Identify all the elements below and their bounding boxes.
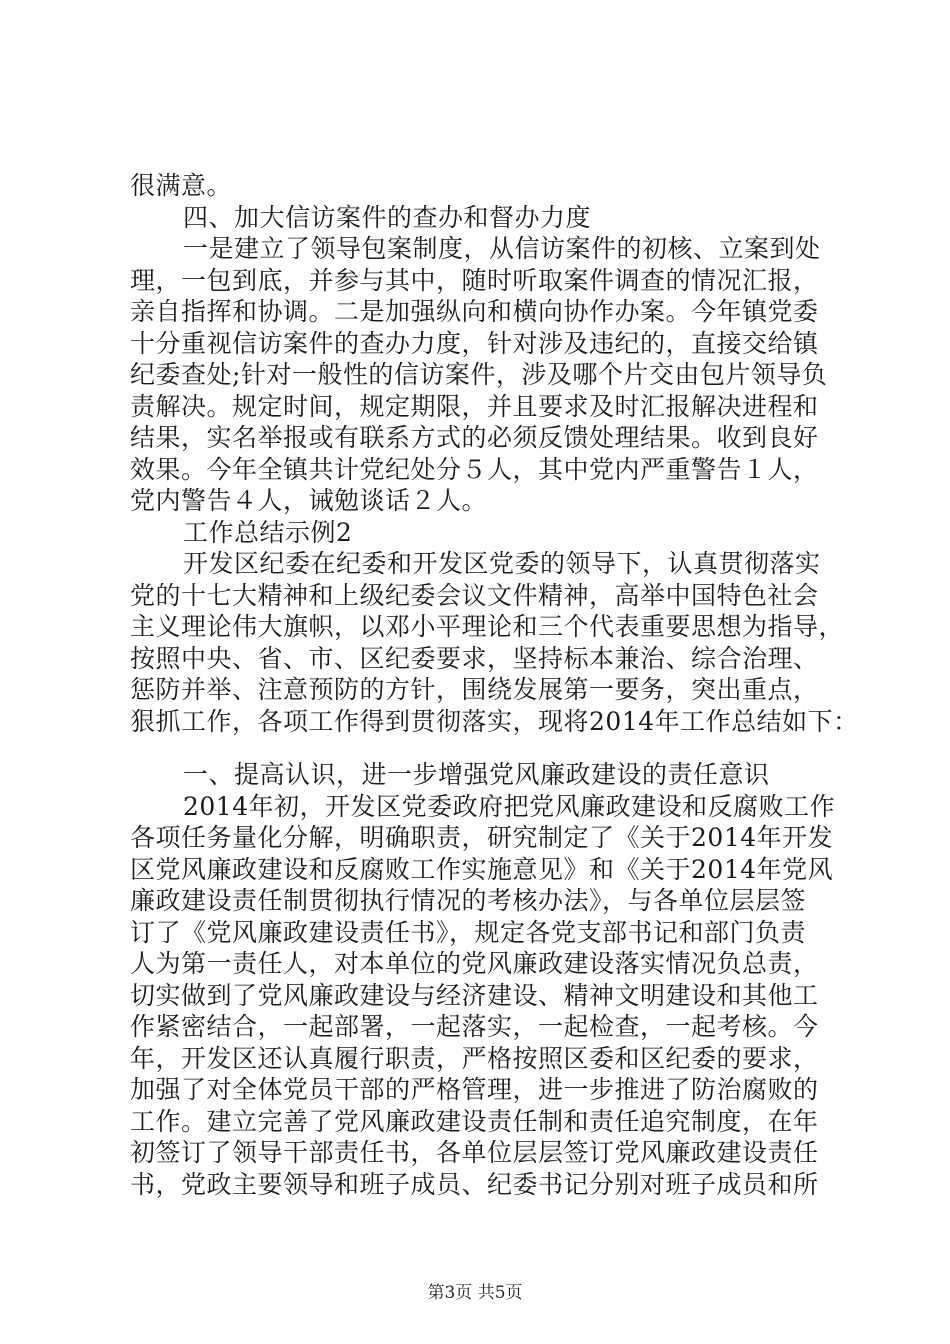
text-line: 加强了对全体党员干部的严格管理，进一步推进了防治腐败的 — [130, 1075, 819, 1104]
section-heading: 四、加大信访案件的查办和督办力度 — [183, 202, 592, 232]
text-line: 理，一包到底，并参与其中，随时听取案件调查的情况汇报， — [130, 265, 819, 295]
text-line: 主义理论伟大旗帜，以邓小平理论和三个代表重要思想为指导， — [130, 612, 845, 641]
text-line: 初签订了领导干部责任书，各单位层层签订党风廉政建设责任 — [130, 1138, 819, 1167]
text-line: 年，开发区还认真履行职责，严格按照区委和区纪委的要求， — [130, 1043, 819, 1073]
text-line: 惩防并举、注意预防的方针，围绕发展第一要务，突出重点， — [130, 675, 819, 704]
text-line: 十分重视信访案件的查办力度，针对涉及违纪的，直接交给镇 — [130, 328, 819, 358]
text-line: 2014年初，开发区党委政府把党风廉政建设和反腐败工作 — [183, 791, 836, 821]
text-line: 切实做到了党风廉政建设与经济建设、精神文明建设和其他工 — [130, 980, 819, 1010]
text-line: 书，党政主要领导和班子成员、纪委书记分别对班子成员和所 — [130, 1169, 819, 1199]
text-line: 党内警告４人，诫勉谈话２人。 — [130, 486, 488, 515]
text-line: 按照中央、省、市、区纪委要求，坚持标本兼治、综合治理、 — [130, 643, 819, 673]
text-line: 结果，实名举报或有联系方式的必须反馈处理结果。收到良好 — [130, 423, 819, 452]
text-line: 一是建立了领导包案制度，从信访案件的初核、立案到处 — [183, 234, 821, 263]
text-line: 廉政建设责任制贯彻执行情况的考核办法》，与各单位层层签 — [130, 886, 807, 915]
section-heading: 一、提高认识，进一步增强党风廉政建设的责任意识 — [183, 760, 770, 789]
text-line: 开发区纪委在纪委和开发区党委的领导下，认真贯彻落实 — [183, 549, 821, 578]
text-line: 狠抓工作，各项工作得到贯彻落实，现将2014年工作总结如下： — [130, 706, 859, 736]
text-line: 工作。建立完善了党风廉政建设责任制和责任追究制度，在年 — [130, 1106, 819, 1136]
text-line: 很满意。 — [130, 171, 233, 200]
text-line: 责解决。规定时间，规定期限，并且要求及时汇报解决进程和 — [130, 391, 819, 421]
text-line: 亲自指挥和协调。二是加强纵向和横向协作办案。今年镇党委 — [130, 297, 819, 326]
section-heading: 工作总结示例2 — [183, 517, 353, 547]
text-line: 纪委查处;针对一般性的信访案件，涉及哪个片交由包片领导负 — [130, 360, 828, 389]
text-line: 人为第一责任人，对本单位的党风廉政建设落实情况负总责， — [130, 949, 819, 978]
text-line: 效果。今年全镇共计党纪处分５人，其中党内严重警告１人， — [130, 454, 819, 484]
text-line: 党的十七大精神和上级纪委会议文件精神，高举中国特色社会 — [130, 580, 819, 610]
text-line: 各项任务量化分解，明确职责，研究制定了《关于2014年开发 — [130, 823, 834, 852]
text-line: 区党风廉政建设和反腐败工作实施意见》和《关于2014年党风 — [130, 854, 834, 884]
text-line: 订了《党风廉政建设责任书》，规定各党支部书记和部门负责 — [130, 917, 807, 947]
page-number: 第3页 共5页 — [427, 1283, 523, 1303]
text-line: 作紧密结合，一起部署，一起落实，一起检查，一起考核。今 — [130, 1012, 819, 1041]
